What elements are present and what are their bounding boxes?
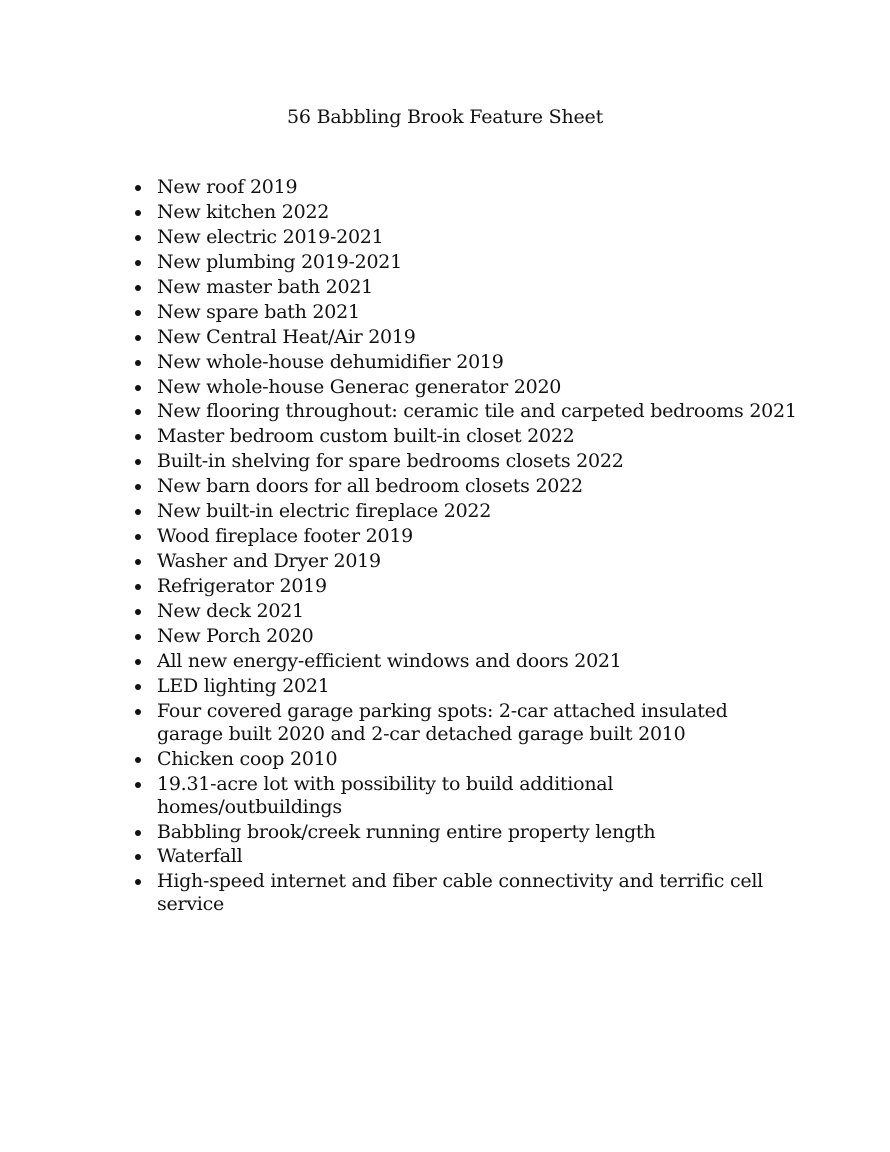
- feature-item: [0, 600, 797, 623]
- feature-text: New Porch 2020: [157, 624, 314, 647]
- feature-text: New flooring throughout: ceramic tile and carpeted bedrooms 2021: [157, 400, 797, 423]
- feature-text: Refrigerator 2019: [157, 575, 327, 597]
- bullet-icon: [135, 757, 141, 763]
- bullet-icon: [135, 782, 141, 788]
- feature-item: [0, 301, 797, 324]
- bullet-icon: [135, 659, 141, 665]
- bullet-icon: [135, 684, 141, 690]
- feature-list: [0, 176, 797, 918]
- feature-text: New master bath 2021: [157, 275, 374, 298]
- bullet-icon: [135, 559, 141, 565]
- feature-item: [0, 475, 797, 498]
- feature-item: [0, 525, 797, 548]
- feature-item: [0, 845, 797, 868]
- feature-item: [0, 201, 797, 224]
- feature-item: [0, 500, 797, 523]
- bullet-icon: [135, 434, 141, 440]
- feature-text: New whole-house Generac generator 2020: [157, 375, 562, 398]
- feature-text: New deck 2021: [157, 599, 304, 622]
- bullet-icon: [135, 609, 141, 615]
- feature-text: New Central Heat/Air 2019: [157, 325, 416, 348]
- feature-item: [0, 276, 797, 299]
- feature-text: LED lighting 2021: [157, 674, 330, 697]
- feature-text: Washer and Dryer 2019: [157, 550, 381, 573]
- feature-text: New plumbing 2019-2021: [157, 250, 402, 273]
- feature-item: [0, 773, 797, 819]
- feature-text: New kitchen 2022: [157, 200, 330, 223]
- feature-text: New built-in electric fireplace 2022: [157, 500, 492, 523]
- feature-text: 19.31-acre lot with possibility to build additional homes/outbuildings: [157, 772, 614, 818]
- feature-item: [0, 450, 797, 473]
- feature-item: [0, 351, 797, 374]
- feature-item: [0, 176, 797, 199]
- bullet-icon: [135, 484, 141, 490]
- feature-text: Waterfall: [157, 845, 243, 868]
- bullet-icon: [135, 459, 141, 465]
- feature-item: [0, 326, 797, 349]
- feature-item: [0, 400, 797, 423]
- feature-text: Four covered garage parking spots: 2-car attached insulated garage built 2020 and 2-car detached garage built 2010: [157, 699, 728, 745]
- feature-item: [0, 870, 797, 916]
- bullet-icon: [135, 310, 141, 316]
- bullet-icon: [135, 584, 141, 590]
- feature-item: [0, 700, 797, 746]
- bullet-icon: [135, 285, 141, 291]
- bullet-icon: [135, 854, 141, 860]
- feature-item: [0, 625, 797, 648]
- feature-text: All new energy-efficient windows and doors 2021: [157, 649, 622, 672]
- bullet-icon: [135, 879, 141, 885]
- bullet-icon: [135, 235, 141, 241]
- bullet-icon: [135, 409, 141, 415]
- bullet-icon: [135, 509, 141, 515]
- feature-text: New barn doors for all bedroom closets 2022: [157, 475, 583, 498]
- feature-text: New roof 2019: [157, 176, 298, 198]
- feature-item: [0, 550, 797, 573]
- feature-text: Built-in shelving for spare bedrooms closets 2022: [157, 450, 624, 473]
- feature-text: New whole-house dehumidifier 2019: [157, 350, 504, 373]
- bullet-icon: [135, 335, 141, 341]
- bullet-icon: [135, 385, 141, 391]
- feature-item: [0, 376, 797, 399]
- bullet-icon: [135, 185, 141, 191]
- document-title: 56 Babbling Brook Feature Sheet: [286, 106, 604, 128]
- feature-text: Chicken coop 2010: [157, 747, 338, 770]
- feature-item: [0, 821, 797, 844]
- feature-item: [0, 425, 797, 448]
- feature-item: [0, 575, 797, 598]
- bullet-icon: [135, 360, 141, 366]
- bullet-icon: [135, 634, 141, 640]
- feature-item: [0, 251, 797, 274]
- feature-item: [0, 748, 797, 771]
- feature-item: [0, 675, 797, 698]
- bullet-icon: [135, 830, 141, 836]
- bullet-icon: [135, 534, 141, 540]
- feature-text: New electric 2019-2021: [157, 225, 384, 248]
- bullet-icon: [135, 260, 141, 266]
- bullet-icon: [135, 210, 141, 216]
- feature-text: Babbling brook/creek running entire property length: [157, 820, 656, 843]
- feature-text: Master bedroom custom built-in closet 2022: [157, 425, 575, 448]
- feature-text: New spare bath 2021: [157, 300, 360, 323]
- feature-item: [0, 650, 797, 673]
- feature-text: Wood fireplace footer 2019: [157, 525, 414, 548]
- bullet-icon: [135, 709, 141, 715]
- feature-text: High-speed internet and fiber cable connectivity and terrific cell service: [157, 870, 763, 916]
- feature-item: [0, 226, 797, 249]
